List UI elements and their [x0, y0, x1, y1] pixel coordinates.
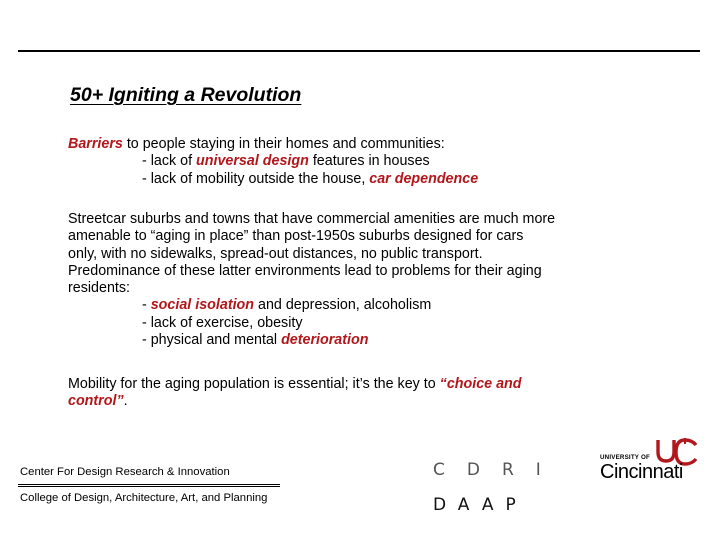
paragraph-line [68, 393, 522, 410]
choice-quote: “choice and [439, 376, 522, 392]
barrier-item-universal-design [68, 153, 478, 170]
barrier-item-prefix: - lack of [142, 153, 197, 170]
paragraph-line [68, 376, 522, 393]
barrier-item-car-dependence [68, 171, 478, 188]
barriers-paragraph [68, 136, 478, 188]
mobility-paragraph [68, 376, 522, 411]
paragraph-line: amenable to “aging in place” than post-1950s suburbs designed for cars [68, 228, 524, 245]
suburbs-paragraph [68, 211, 555, 349]
barrier-item-prefix: - lack of mobility outside the house, [142, 170, 370, 187]
footer-divider [18, 486, 280, 487]
cdri-logo-text: CDRI [433, 460, 563, 480]
footer-center-name: Center For Design Research & Innovation [20, 466, 230, 478]
mobility-text-end: . [123, 393, 128, 410]
problem-item-prefix: - [142, 297, 151, 314]
footer-college-name: College of Design, Architecture, Art, and Planning [20, 492, 268, 504]
problem-item-suffix: and depression, alcoholism [254, 297, 432, 314]
barriers-intro-line [68, 136, 478, 153]
university-logo [600, 437, 700, 487]
footer-divider [18, 484, 280, 485]
top-divider [18, 50, 700, 52]
problem-item-deterioration [68, 332, 555, 349]
barriers-keyword: Barriers [68, 136, 123, 152]
social-isolation-keyword: social isolation [150, 297, 255, 314]
university-name: Cincinnati [600, 461, 683, 483]
universal-design-keyword: universal design [196, 153, 309, 170]
barrier-item-suffix: features in houses [308, 153, 430, 170]
paragraph-line: residents: [68, 280, 130, 297]
problem-item-prefix: - physical and mental [142, 332, 282, 349]
barriers-intro-text: to people staying in their homes and communities: [122, 136, 445, 152]
car-dependence-keyword: car dependence [369, 170, 479, 187]
paragraph-line: Streetcar suburbs and towns that have commercial amenities are much more [68, 211, 556, 227]
mobility-text: Mobility for the aging population is essential; it’s the key to [68, 376, 440, 392]
paragraph-line: Predominance of these latter environments lead to problems for their aging [68, 262, 542, 279]
control-quote: control” [68, 393, 124, 410]
slide-title: 50+ Igniting a Revolution [70, 84, 302, 106]
deterioration-keyword: deterioration [281, 332, 369, 349]
daap-logo-text: DAAP [433, 495, 528, 515]
paragraph-line: only, with no sidewalks, spread-out distances, no public transport. [68, 245, 483, 262]
problem-item-exercise: - lack of exercise, obesity [142, 314, 303, 331]
university-of-label: UNIVERSITY OF [600, 454, 650, 461]
problem-item-social-isolation [68, 297, 555, 314]
